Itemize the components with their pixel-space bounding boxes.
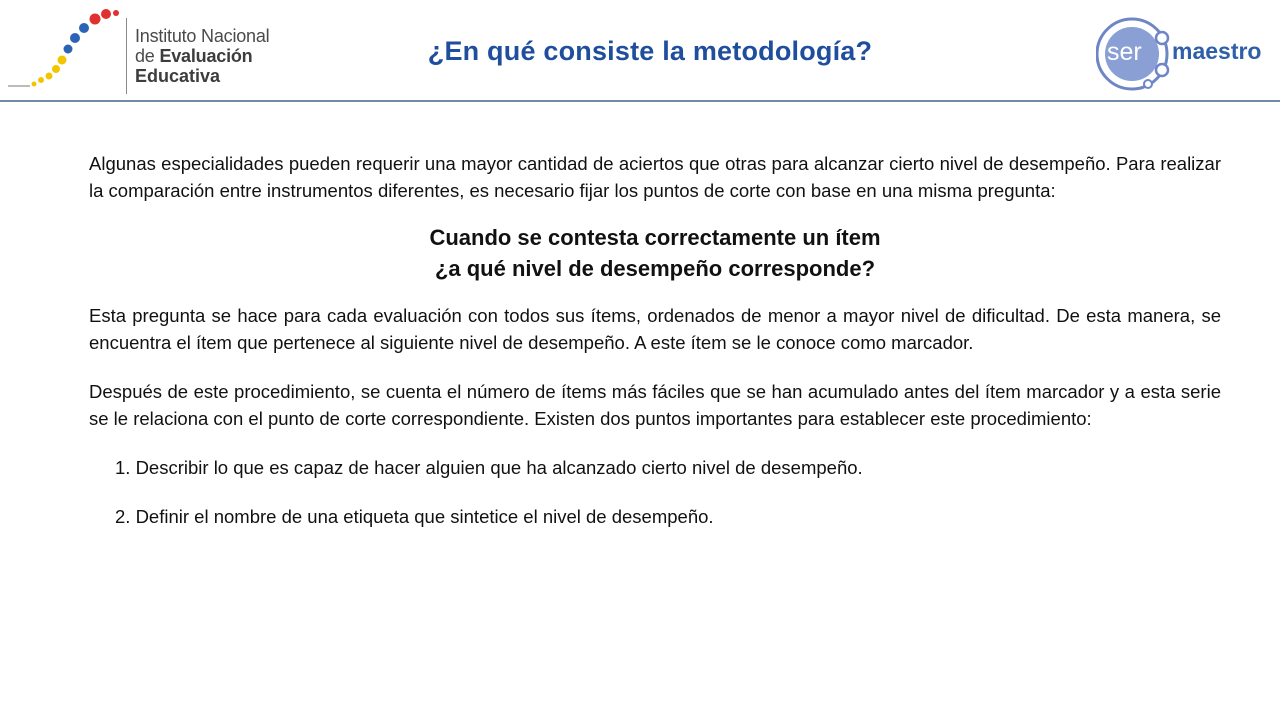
ineval-line-2-bold: Evaluación xyxy=(159,46,253,66)
key-question-line-2: ¿a qué nivel de desempeño corresponde? xyxy=(434,256,876,281)
slide-body xyxy=(89,150,1221,530)
page-title: ¿En qué consiste la metodología? xyxy=(427,36,873,66)
ineval-line-3: Educativa xyxy=(135,66,221,86)
paragraph-procedure: Después de este procedimiento, se cuenta el número de ítems más fáciles que se han acumulado antes del ítem marcador y a esta serie se le relaciona con el punto de corte correspondiente. Existen dos puntos importantes para establecer este procedimiento: xyxy=(89,381,1221,429)
maestro-wordmark: maestro xyxy=(1172,38,1262,64)
paragraph-method: Esta pregunta se hace para cada evaluación con todos sus ítems, ordenados de menor a mayor nivel de dificultad. De esta manera, se encuentra el ítem que pertenece al siguiente nivel de desempeño. A este ítem se le conoce como marcador. xyxy=(89,305,1221,353)
spacer xyxy=(89,481,1221,503)
ineval-line-1: Instituto Nacional xyxy=(135,26,270,46)
spacer xyxy=(89,356,1221,378)
spacer xyxy=(89,432,1221,454)
paragraph-intro: Algunas especialidades pueden requerir una mayor cantidad de aciertos que otras para alcanzar cierto nivel de desempeño. Para realizar la comparación entre instrumentos diferentes, es necesario fijar los puntos de corte con base en una misma pregunta: xyxy=(89,153,1221,201)
ser-wordmark: ser xyxy=(1107,38,1142,66)
list-item: 1. Describir lo que es capaz de hacer alguien que ha alcanzado cierto nivel de desempeño. xyxy=(115,457,863,478)
ineval-line-2-prefix: de xyxy=(135,46,155,66)
key-question-line-1: Cuando se contesta correctamente un ítem xyxy=(429,225,881,250)
header xyxy=(0,0,1280,101)
list-item: 2. Definir el nombre de una etiqueta que sintetice el nivel de desempeño. xyxy=(115,506,714,527)
key-question xyxy=(89,222,1221,284)
header-divider xyxy=(0,100,1280,102)
ser-maestro-logo xyxy=(1096,14,1272,94)
